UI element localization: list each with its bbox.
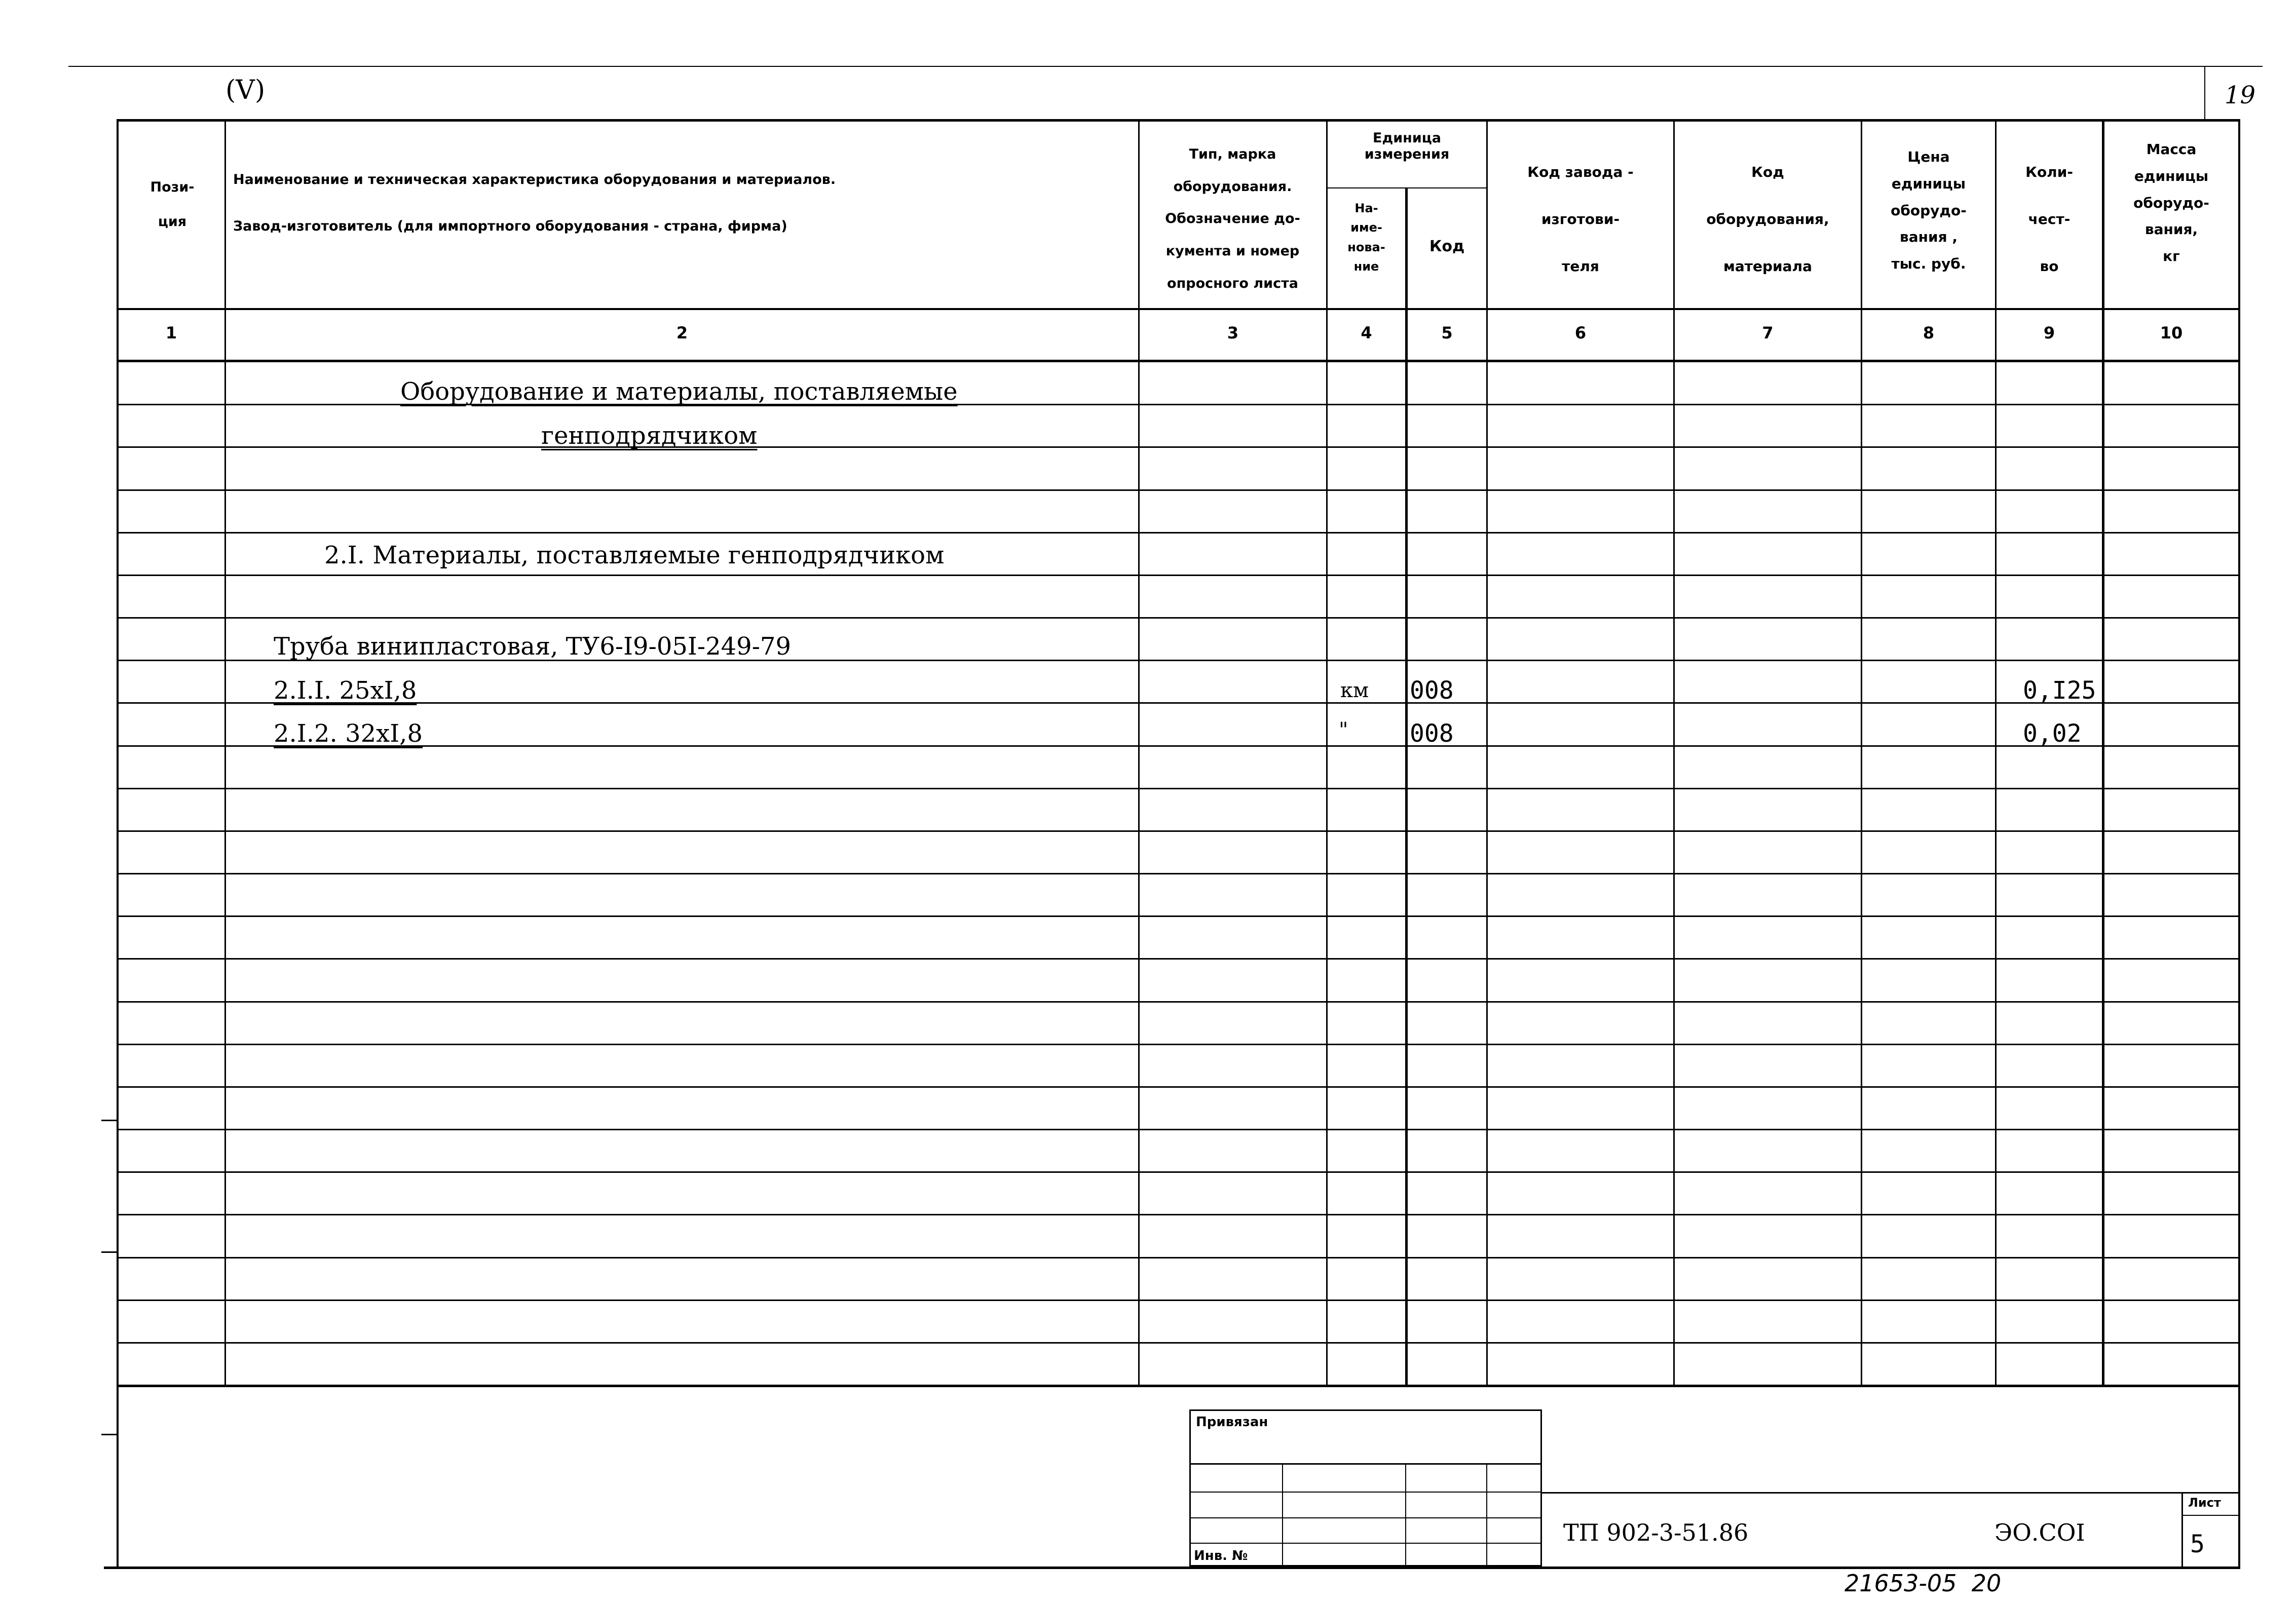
colnum-1: 1 <box>165 323 177 342</box>
header-col7: Код оборудования, материала <box>1706 164 1829 275</box>
bottom-handwritten-number: 21653-05 20 <box>1845 1570 2002 1597</box>
body-row-line <box>117 1086 2240 1088</box>
body-row-line <box>117 1171 2240 1173</box>
body-row-line <box>117 1001 2240 1003</box>
table-right-border <box>2238 119 2240 1568</box>
margin-tick-2 <box>101 1251 118 1253</box>
colnum-10: 10 <box>2160 323 2183 342</box>
body-bottom-line <box>117 1385 2240 1387</box>
body-row-line <box>117 532 2240 533</box>
body-row-line <box>117 617 2240 619</box>
stamp-line-2 <box>1189 1492 1542 1493</box>
stamp-vline-3 <box>1486 1463 1487 1567</box>
margin-tick-3 <box>101 1434 118 1435</box>
colnum-6: 6 <box>1574 323 1587 342</box>
body-row-line <box>117 915 2240 917</box>
col-sep-4 <box>1405 187 1408 1387</box>
header-col6: Код завода - изготови- теля <box>1527 164 1634 275</box>
row-1-unit: км <box>1340 679 1369 702</box>
stamp-line-1 <box>1189 1463 1542 1465</box>
sheet-box-divider <box>2181 1515 2240 1516</box>
body-row-line <box>117 958 2240 960</box>
stamp-inv-label: Инв. № <box>1194 1548 1248 1563</box>
col-sep-8 <box>1995 119 1997 1387</box>
page-number-box-left <box>2204 66 2205 120</box>
header-col8: Цена единицы оборудо- вания , тыс. руб. <box>1891 148 1967 273</box>
body-row-line <box>117 830 2240 832</box>
top-margin-line <box>68 66 2263 67</box>
body-row-line <box>117 745 2240 747</box>
colnum-7: 7 <box>1762 323 1774 342</box>
body-row-line <box>117 1300 2240 1301</box>
colnum-4: 4 <box>1361 323 1372 342</box>
colnum-9: 9 <box>2043 323 2055 342</box>
table-bottom-border <box>104 1567 2240 1569</box>
body-row-line <box>117 575 2240 576</box>
header-col2: Наименование и техническая характеристика оборудования и материалов. Завод-изготовитель (для импортного оборудования - страна, фирма) <box>233 172 836 234</box>
col-sep-2 <box>1138 119 1140 1387</box>
row-2-name: 2.I.2. 32xI,8 <box>274 719 423 748</box>
section-title-line2: генподрядчиком <box>541 422 758 450</box>
colnum-bottom-line <box>117 360 2240 362</box>
colnum-8: 8 <box>1923 323 1935 342</box>
col-sep-7 <box>1861 119 1862 1387</box>
stamp-line-4 <box>1189 1543 1542 1544</box>
header-col1: Пози- ция <box>150 179 195 230</box>
row-2-unit: " <box>1339 718 1348 742</box>
body-row-line <box>117 446 2240 448</box>
doc-number: ТП 902-3-51.86 <box>1563 1519 1749 1546</box>
header-col10: Масса единицы оборудо- вания, кг <box>2133 141 2209 265</box>
body-row-line <box>117 788 2240 789</box>
body-row-line <box>117 702 2240 704</box>
row-1-qty: 0,I25 <box>2023 676 2096 705</box>
section-title-line1: Оборудование и материалы, поставляемые <box>400 377 958 406</box>
corner-mark: (V) <box>225 75 266 105</box>
colnum-2: 2 <box>676 323 688 342</box>
body-row-line <box>117 1257 2240 1258</box>
header-col5: Код <box>1429 238 1465 255</box>
body-row-line <box>117 1214 2240 1215</box>
col-sep-3 <box>1326 119 1328 1387</box>
title-block-top <box>1542 1492 2240 1494</box>
row-2-qty: 0,02 <box>2023 719 2082 748</box>
body-row-line <box>117 1129 2240 1130</box>
col-sep-1 <box>224 119 226 1387</box>
stamp-vline-2 <box>1405 1463 1406 1567</box>
sheet-label: Лист <box>2188 1496 2221 1510</box>
subsection-title: 2.I. Материалы, поставляемые генподрядчиком <box>324 541 945 569</box>
sheet-number: 5 <box>2190 1530 2205 1558</box>
row-1-code: 008 <box>1410 676 1454 705</box>
col-sep-6 <box>1673 119 1675 1387</box>
header-unit-group: Единица измерения <box>1364 130 1450 162</box>
doc-code: ЭО.СОI <box>1994 1519 2085 1546</box>
header-col9: Коли- чест- во <box>2025 164 2073 275</box>
col-sep-5 <box>1486 119 1488 1387</box>
body-row-line <box>117 1044 2240 1045</box>
header-col4: На- име- нова- ние <box>1347 201 1385 274</box>
stamp-line-3 <box>1189 1517 1542 1518</box>
col-sep-9 <box>2102 119 2104 1387</box>
margin-tick-1 <box>101 1120 118 1121</box>
body-row-line <box>117 489 2240 491</box>
colnum-3: 3 <box>1227 323 1239 342</box>
row-2-code: 008 <box>1410 719 1454 748</box>
body-row-line <box>117 873 2240 874</box>
row-1-name: 2.I.I. 25xI,8 <box>274 676 417 705</box>
page-number: 19 <box>2225 81 2256 109</box>
table-top-border <box>117 119 2240 122</box>
header-col3: Тип, марка оборудования. Обозначение до- кумента и номер опросного листа <box>1165 146 1300 291</box>
item-group-title: Труба винипластовая, ТУ6-I9-05I-249-79 <box>274 632 791 661</box>
colnum-5: 5 <box>1441 323 1453 342</box>
stamp-attached-label: Привязан <box>1196 1415 1268 1430</box>
body-row-line <box>117 1342 2240 1344</box>
stamp-vline-1 <box>1282 1463 1283 1567</box>
